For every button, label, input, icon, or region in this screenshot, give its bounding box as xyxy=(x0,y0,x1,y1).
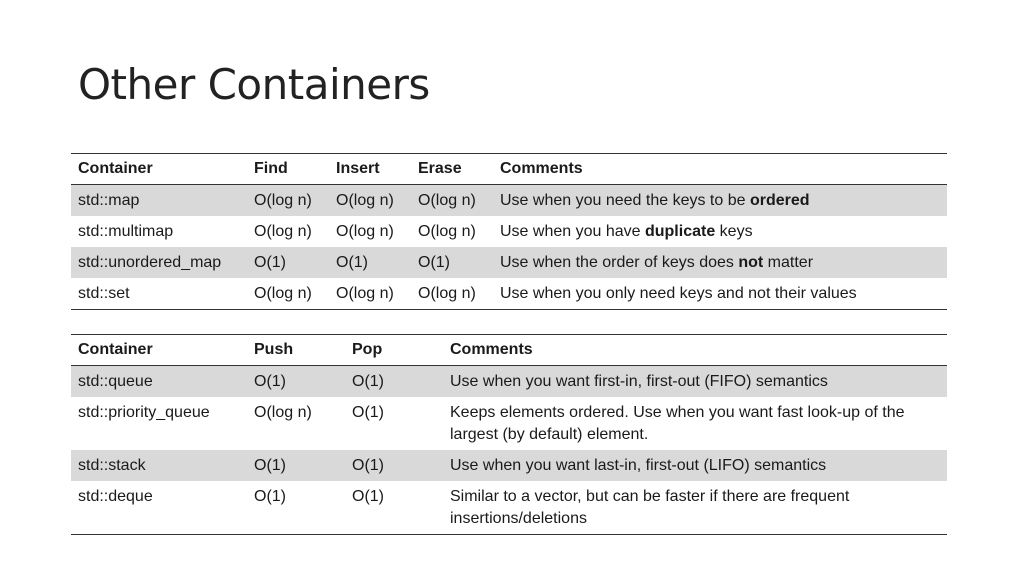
table-row xyxy=(71,278,947,310)
header-erase: Erase xyxy=(418,160,462,177)
cell-erase: O(1) xyxy=(418,254,450,271)
cell-find: O(log n) xyxy=(254,223,312,240)
complexity-table-associative xyxy=(71,153,947,310)
cell-find: O(log n) xyxy=(254,192,312,209)
cell-container: std::set xyxy=(78,285,130,302)
cell-pop: O(1) xyxy=(352,404,384,421)
cell-erase: O(log n) xyxy=(418,192,476,209)
table-row xyxy=(71,247,947,278)
cell-push: O(1) xyxy=(254,457,286,474)
cell-container: std::deque xyxy=(78,488,153,505)
table-row xyxy=(71,216,947,247)
header-insert: Insert xyxy=(336,160,380,177)
cell-container: std::map xyxy=(78,192,140,209)
header-container: Container xyxy=(78,341,153,358)
table-row xyxy=(71,397,947,450)
header-container: Container xyxy=(78,160,153,177)
header-comments: Comments xyxy=(450,341,533,358)
cell-push: O(1) xyxy=(254,373,286,390)
cell-push: O(1) xyxy=(254,488,286,505)
cell-pop: O(1) xyxy=(352,373,384,390)
comment-text: Use when the order of keys does xyxy=(500,254,739,271)
cell-comment xyxy=(493,216,947,247)
table-header-row xyxy=(71,154,947,185)
cell-comment xyxy=(493,247,947,278)
comment-text: Use when you need the keys to be xyxy=(500,192,750,209)
comment-text-tail: keys xyxy=(715,223,753,240)
table-row xyxy=(71,185,947,217)
table-row xyxy=(71,366,947,398)
cell-pop: O(1) xyxy=(352,457,384,474)
header-push: Push xyxy=(254,341,294,358)
comment-text-tail: matter xyxy=(763,254,814,271)
complexity-table-adaptors xyxy=(71,334,947,535)
cell-pop: O(1) xyxy=(352,488,384,505)
cell-erase: O(log n) xyxy=(418,223,476,240)
cell-insert: O(log n) xyxy=(336,223,394,240)
cell-comment: Keeps elements ordered. Use when you want fast look-up of the largest (by default) element. xyxy=(450,404,905,443)
header-find: Find xyxy=(254,160,288,177)
cell-container: std::priority_queue xyxy=(78,404,210,421)
cell-push: O(log n) xyxy=(254,404,312,421)
comment-text: Use when you only need keys and not their values xyxy=(500,285,857,302)
cell-comment: Similar to a vector, but can be faster if there are frequent insertions/deletions xyxy=(450,488,850,527)
cell-find: O(1) xyxy=(254,254,286,271)
cell-container: std::unordered_map xyxy=(78,254,222,271)
comment-emphasis: duplicate xyxy=(644,223,716,240)
cell-comment xyxy=(493,278,947,310)
table-row xyxy=(71,481,947,535)
cell-insert: O(1) xyxy=(336,254,368,271)
cell-comment xyxy=(493,185,947,217)
cell-container: std::queue xyxy=(78,373,153,390)
header-comments: Comments xyxy=(500,160,583,177)
cell-insert: O(log n) xyxy=(336,285,394,302)
cell-insert: O(log n) xyxy=(336,192,394,209)
comment-emphasis: not xyxy=(738,254,764,271)
cell-find: O(log n) xyxy=(254,285,312,302)
cell-comment: Use when you want first-in, first-out (FIFO) semantics xyxy=(450,373,828,390)
cell-container: std::multimap xyxy=(78,223,174,240)
cell-container: std::stack xyxy=(78,457,146,474)
slide-title: Other Containers xyxy=(78,60,430,109)
comment-emphasis: ordered xyxy=(749,192,810,209)
header-pop: Pop xyxy=(352,341,383,358)
table-header-row xyxy=(71,335,947,366)
cell-erase: O(log n) xyxy=(418,285,476,302)
cell-comment: Use when you want last-in, first-out (LIFO) semantics xyxy=(450,457,827,474)
table-row xyxy=(71,450,947,481)
comment-text: Use when you have xyxy=(500,223,645,240)
